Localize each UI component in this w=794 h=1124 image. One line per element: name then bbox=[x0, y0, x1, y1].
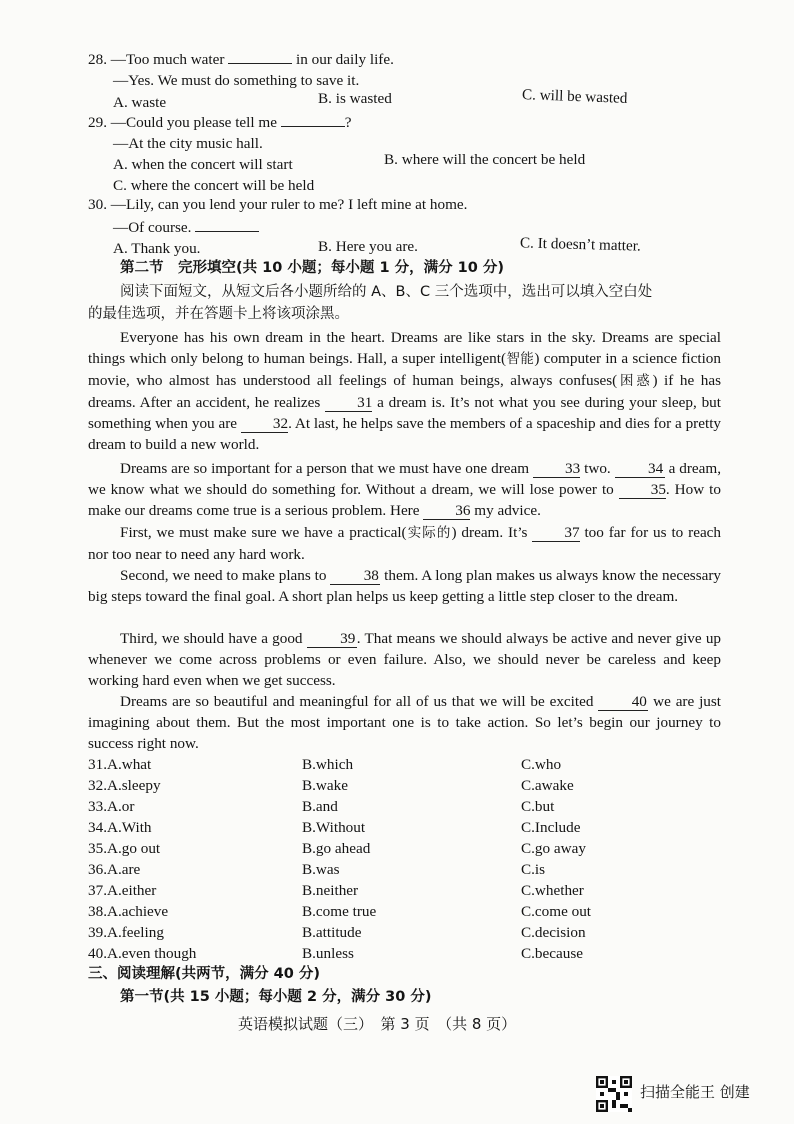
option-b: B.and bbox=[302, 798, 338, 815]
option-c: C.decision bbox=[521, 924, 586, 941]
passage-paragraph-4 bbox=[88, 565, 721, 607]
q29-option-c: C. where the concert will be held bbox=[113, 177, 315, 194]
q28-option-b: B. is wasted bbox=[318, 90, 392, 107]
q30-response-text: —Of course. bbox=[113, 219, 192, 236]
cloze-option-row bbox=[88, 838, 708, 859]
p1-text-4: a dream is. It’s not what you see during your sleep, but something when you are bbox=[88, 394, 722, 432]
option-a: 31.A.what bbox=[88, 756, 152, 773]
section-2-instruction-line2: 的最佳选项，并在答题卡上将该项涂黑。 bbox=[88, 306, 349, 322]
option-b: B.unless bbox=[302, 945, 354, 962]
option-c: C.whether bbox=[521, 882, 584, 899]
cloze-option-row bbox=[88, 754, 708, 775]
q29-option-b: B. where will the concert be held bbox=[384, 151, 586, 168]
passage-paragraph-5 bbox=[88, 628, 721, 691]
p4-text-2: them. A long plan makes us always know the necessary big steps toward the final goal. A short plan helps us keep getting a little step closer to the dream. bbox=[88, 567, 722, 605]
passage-paragraph-6 bbox=[88, 691, 721, 754]
q28-text-after: in our daily life. bbox=[296, 51, 394, 68]
blank-39: 39 bbox=[307, 631, 357, 648]
option-b: B.come true bbox=[302, 903, 377, 920]
option-b: B.neither bbox=[302, 882, 359, 899]
cloze-option-row bbox=[88, 880, 708, 901]
p3-text-1: First, we must make sure we have a practical( bbox=[120, 524, 407, 541]
p1-gloss-2: 困惑 bbox=[617, 373, 653, 389]
p5-text-2: . That means we should always be active and never give up whenever we come across problems or even failure. Also, we should never be careless and keep working hard even when we get success. bbox=[88, 630, 722, 689]
q28-option-a: A. waste bbox=[113, 94, 167, 111]
option-a: 37.A.either bbox=[88, 882, 157, 899]
option-a: 40.A.even though bbox=[88, 945, 197, 962]
section-2-instruction-line1: 阅读下面短文，从短文后各小题所给的 A、B、C 三个选项中，选出可以填入空白处 bbox=[120, 284, 653, 300]
option-a: 36.A.are bbox=[88, 861, 141, 878]
p1-text-1: Everyone has his own dream in the heart. Dreams are like stars in the sky. Dreams are special things which only belong to human beings. Hall, a super intelligent( bbox=[88, 329, 721, 367]
p1-text-2: ) computer in a science fiction movie, who almost has understood all feelings of human beings, always confuses( bbox=[88, 350, 721, 389]
option-a: 33.A.or bbox=[88, 798, 135, 815]
p2-text-4: . How to make our dreams come true is a serious problem. Here bbox=[88, 481, 721, 519]
p4-text-1: Second, we need to make plans to bbox=[120, 567, 327, 584]
question-29-prompt bbox=[88, 112, 352, 133]
scanner-brand: 扫描全能王 创建 bbox=[640, 1083, 750, 1101]
q28-text-before: 28. —Too much water bbox=[88, 51, 225, 68]
page-footer: 英语模拟试题（三） 第 3 页 （共 8 页） bbox=[238, 1015, 517, 1033]
option-a: 38.A.achieve bbox=[88, 903, 169, 920]
option-a: 34.A.With bbox=[88, 819, 152, 836]
q29-response: —At the city music hall. bbox=[113, 135, 263, 152]
option-b: B.which bbox=[302, 756, 354, 773]
q28-response: —Yes. We must do something to save it. bbox=[113, 72, 360, 89]
p2-text-2: two. bbox=[584, 460, 611, 477]
option-a: 32.A.sleepy bbox=[88, 777, 161, 794]
q30-response bbox=[113, 217, 259, 238]
p2-text-3: a dream, we know what we should do something for. Without a dream, we will lose power to bbox=[88, 460, 721, 498]
q29-option-a: A. when the concert will start bbox=[113, 156, 293, 173]
q30-option-a: A. Thank you. bbox=[113, 240, 201, 257]
cloze-option-row bbox=[88, 943, 708, 964]
qr-code-icon bbox=[596, 1076, 632, 1112]
part-3-section-1-title: 第一节(共 15 小题；每小题 2 分，满分 30 分) bbox=[120, 989, 432, 1005]
cloze-option-row bbox=[88, 859, 708, 880]
p5-text-1: Third, we should have a good bbox=[120, 630, 303, 647]
q30-option-c: C. It doesn’t matter. bbox=[519, 234, 641, 255]
option-b: B.attitude bbox=[302, 924, 362, 941]
question-28-prompt bbox=[88, 49, 394, 70]
blank-34: 34 bbox=[615, 461, 665, 478]
q30-prompt: 30. —Lily, can you lend your ruler to me? I left mine at home. bbox=[88, 196, 468, 213]
q30-option-b: B. Here you are. bbox=[318, 238, 418, 255]
option-b: B.was bbox=[302, 861, 340, 878]
option-c: C.who bbox=[521, 756, 562, 773]
q28-blank bbox=[228, 49, 292, 64]
p2-text-5: my advice. bbox=[474, 502, 541, 519]
option-b: B.wake bbox=[302, 777, 348, 794]
blank-36: 36 bbox=[423, 503, 470, 520]
cloze-option-row bbox=[88, 901, 708, 922]
option-c: C.is bbox=[521, 861, 546, 878]
option-a: 35.A.go out bbox=[88, 840, 161, 857]
cloze-option-row bbox=[88, 775, 708, 796]
option-c: C.come out bbox=[521, 903, 592, 920]
q29-text-before: 29. —Could you please tell me bbox=[88, 114, 277, 131]
q29-blank bbox=[281, 112, 345, 127]
p1-gloss-1: 智能 bbox=[506, 351, 535, 367]
blank-35: 35 bbox=[619, 482, 666, 499]
q28-option-c: C. will be wasted bbox=[521, 86, 628, 107]
p3-text-3: too far for us to reach nor too near to need any hard work. bbox=[88, 524, 722, 563]
p3-gloss: 实际的 bbox=[406, 525, 452, 541]
option-b: B.go ahead bbox=[302, 840, 371, 857]
blank-32: 32 bbox=[241, 416, 288, 433]
p1-text-3: ) if he has dreams. After an accident, he realizes bbox=[88, 372, 721, 411]
option-c: C.awake bbox=[521, 777, 574, 794]
cloze-option-row bbox=[88, 922, 708, 943]
p6-text-1: Dreams are so beautiful and meaningful for all of us that we will be excited bbox=[120, 693, 594, 710]
blank-33: 33 bbox=[533, 461, 580, 478]
passage-paragraph-3 bbox=[88, 522, 721, 565]
cloze-option-row bbox=[88, 817, 708, 838]
section-2-title: 第二节 完形填空(共 10 小题；每小题 1 分，满分 10 分) bbox=[120, 260, 504, 276]
blank-40: 40 bbox=[598, 694, 648, 711]
option-c: C.but bbox=[521, 798, 555, 815]
p1-text-5: . At last, he helps save the members of a spaceship and dies for a pretty dream to build a new world. bbox=[88, 415, 722, 453]
passage-paragraph-1 bbox=[88, 327, 721, 455]
option-a: 39.A.feeling bbox=[88, 924, 164, 941]
option-c: C.go away bbox=[521, 840, 586, 857]
p6-text-2: we are just imagining about them. But the most important one is to take action. So let’s begin our journey to success right now. bbox=[88, 693, 722, 752]
part-3-title: 三、阅读理解(共两节，满分 40 分) bbox=[88, 966, 321, 982]
option-c: C.Include bbox=[521, 819, 581, 836]
blank-37: 37 bbox=[532, 525, 579, 542]
blank-31: 31 bbox=[325, 395, 372, 412]
option-b: B.Without bbox=[302, 819, 366, 836]
passage-paragraph-2 bbox=[88, 458, 721, 521]
q29-text-after: ? bbox=[344, 114, 352, 131]
q30-blank bbox=[195, 217, 259, 232]
option-c: C.because bbox=[521, 945, 583, 962]
cloze-option-row bbox=[88, 796, 708, 817]
p2-text-1: Dreams are so important for a person that we must have one dream bbox=[120, 460, 530, 477]
p3-text-2: ) dream. It’s bbox=[451, 524, 528, 541]
blank-38: 38 bbox=[330, 568, 380, 585]
